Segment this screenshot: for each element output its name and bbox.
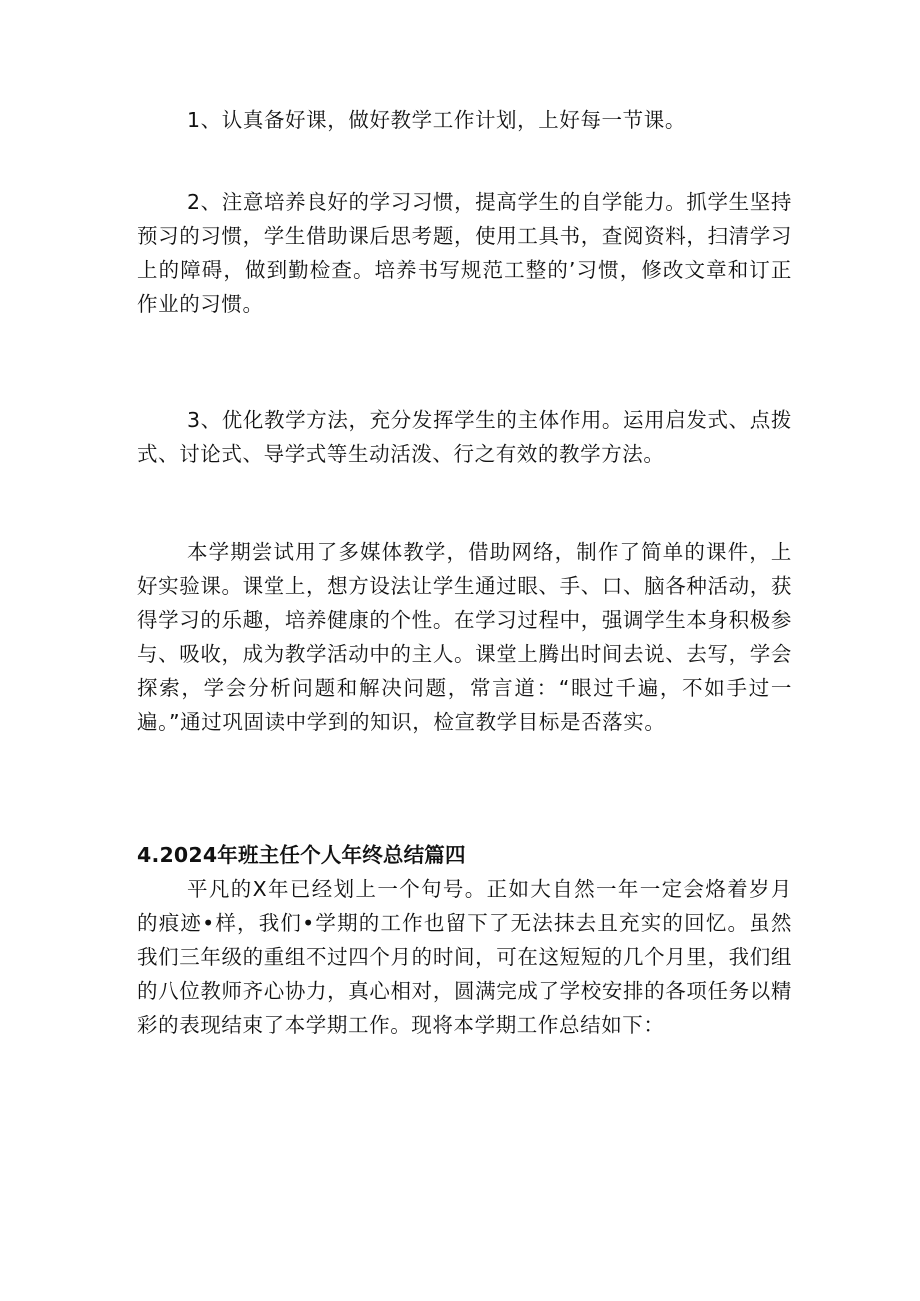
paragraph-3: 3、优化教学方法，充分发挥学生的主体作用。运用启发式、点拨式、讨论式、导学式等生动活泼、行之有效的教学方法。: [137, 408, 792, 466]
section-paragraph: 平凡的X年已经划上一个句号。正如大自然一年一定会烙着岁月的痕迹•样，我们•学期的工作也留下了无法抹去且充实的回忆。虽然我们三年级的重组不过四个月的时间，可在这短短的几个月里，我们组的八位教师齐心协力，真心相对，圆满完成了学校安排的各项任务以精彩的表现结束了本学期工作。现将本学期工作总结如下：: [137, 877, 792, 1037]
paragraph-4: 本学期尝试用了多媒体教学，借助网络，制作了简单的课件，上好实验课。课堂上，想方设法让学生通过眼、手、口、脑各种活动，获得学习的乐趣，培养健康的个性。在学习过程中，强调学生本身积极参与、吸收，成为教学活动中的主人。课堂上腾出时间去说、去写，学会探索，学会分析问题和解决问题，常言道：“眼过千遍，不如手过一遍。”通过巩固读中学到的知识，检宣教学目标是否落实。: [137, 540, 792, 734]
paragraph-1: 1、认真备好课，做好教学工作计划，上好每一节课。: [187, 108, 686, 132]
paragraph-2: 2、注意培养良好的学习习惯，提高学生的自学能力。抓学生坚持预习的习惯，学生借助课后思考题，使用工具书，查阅资料，扫清学习上的障碍，做到勤检查。培养书写规范工整的’习惯，修改文章和订正作业的习惯。: [137, 190, 792, 316]
section-heading: 4.2024年班主任个人年终总结篇四: [137, 843, 466, 867]
